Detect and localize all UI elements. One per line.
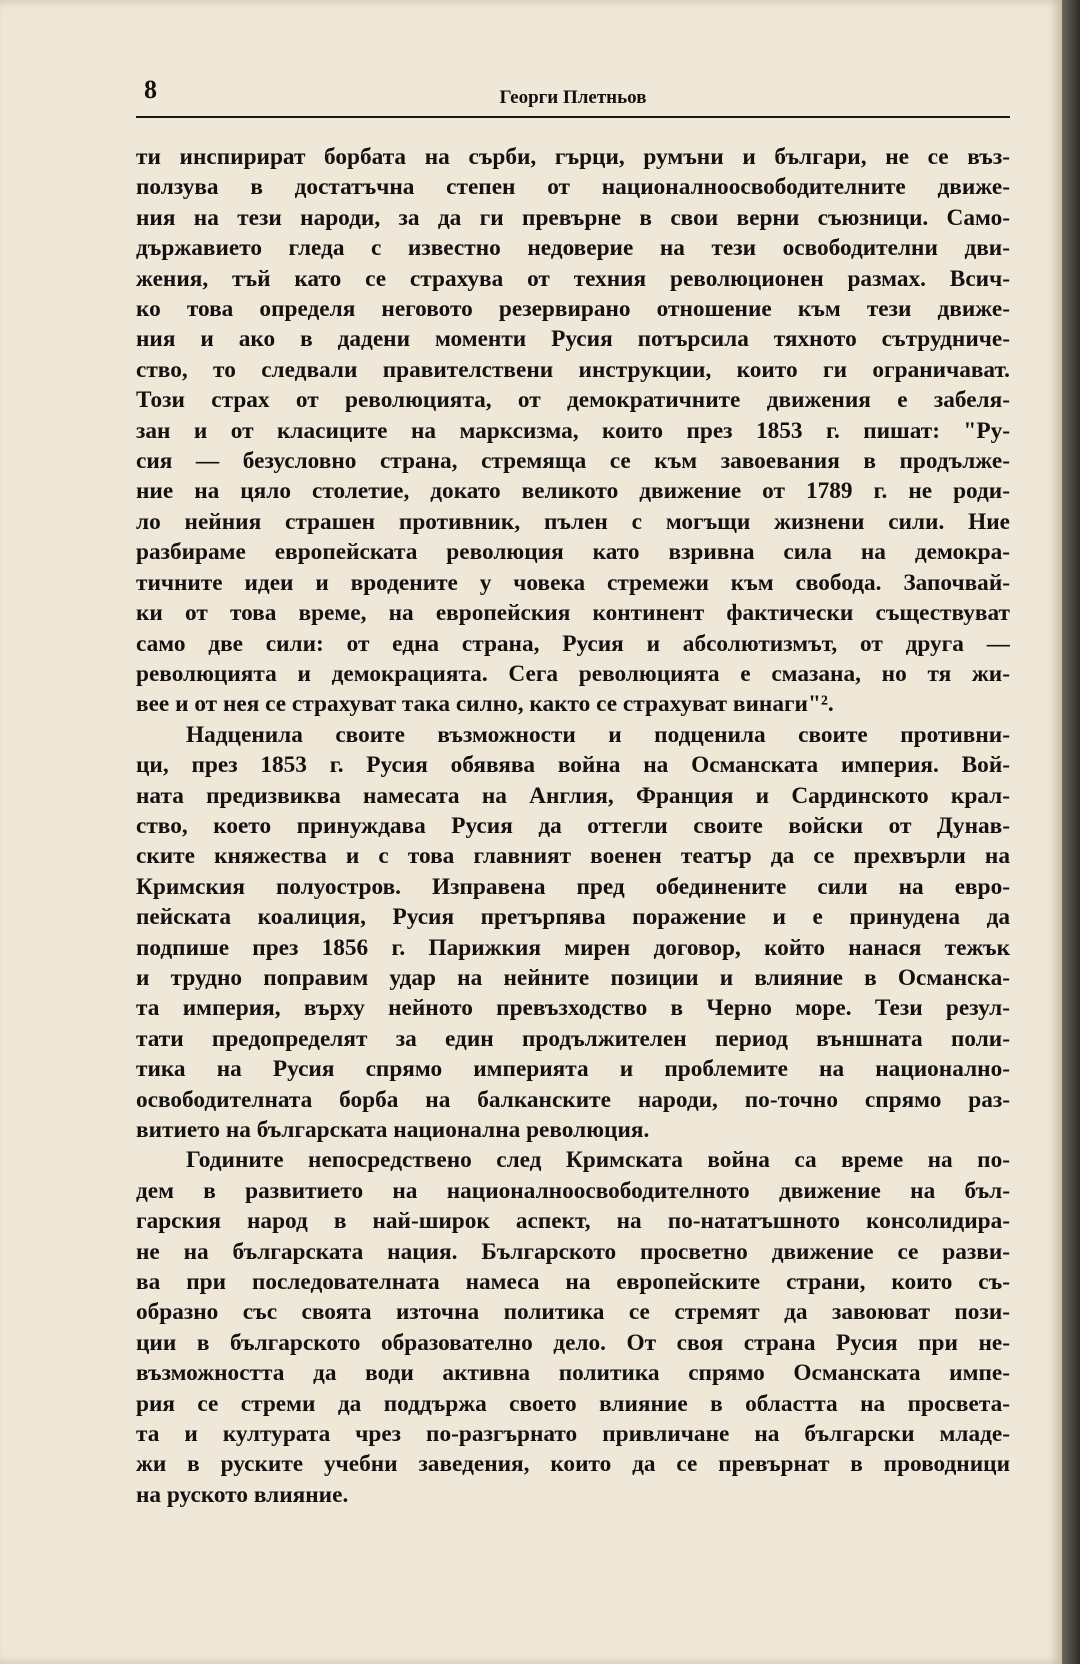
text-line: държавието гледа с известно недоверие на тези освободителни дви- [136, 235, 1010, 262]
text-line: та империя, върху нейното превъзходство в Черно море. Тези резул- [136, 995, 1010, 1022]
text-line: сия — безусловно страна, стремяща се към завоевания в продълже- [136, 448, 1010, 475]
text-line: ната предизвиква намесата на Англия, Франция и Сардинското крал- [136, 782, 1010, 809]
text-line: на руското влияние. [136, 1481, 349, 1508]
text-line: възможността да води активна политика спрямо Османската импе- [136, 1360, 1010, 1387]
text-line: ние на цяло столетие, докато великото движение от 1789 г. не роди- [136, 478, 1010, 505]
text-line: Годините непосредствено след Кримската война са време на по- [186, 1147, 1010, 1174]
text-line: ползува в достатъчна степен от националноосвободителните движе- [136, 174, 1010, 201]
text-line: та и културата чрез по-разгърнато привличане на български младе- [136, 1421, 1010, 1448]
text-line: ки от това време, на европейския континент фактически съществуват [136, 600, 1010, 627]
text-line: витието на българската национална революция. [136, 1117, 650, 1143]
text-line: ния и ако в дадени моменти Русия потърсила тяхното сътрудниче- [136, 326, 1010, 353]
text-line: ските княжества и с това главният военен театър да се прехвърли на [136, 843, 1010, 870]
text-line: ции в българското образователно дело. От своя страна Русия при не- [136, 1329, 1010, 1356]
page-number: 8 [144, 75, 157, 104]
text-line: зан и от класиците на марксизма, които през 1853 г. пишат: "Ру- [136, 417, 1010, 444]
text-line: жи в руските учебни заведения, които да се превърнат в проводници [136, 1451, 1010, 1478]
text-line: ци, през 1853 г. Русия обявява война на Османската империя. Вой- [136, 752, 1010, 779]
text-line: тика на Русия спрямо империята и проблемите на национално- [136, 1056, 1010, 1083]
text-line: революцията и демокрацията. Сега революцията е смазана, но тя жи- [136, 660, 1010, 687]
text-line: гарския народ в най-широк аспект, на по-нататъшното консолидира- [136, 1208, 1010, 1235]
running-head-author: Георги Плетньов [499, 87, 647, 108]
text-line: ва при последователната намеса на европейските страни, които съ- [136, 1269, 1010, 1296]
paragraph-1 [136, 142, 1010, 720]
text-line: освободителната борба на балканските народи, по-точно спрямо раз- [136, 1086, 1010, 1113]
text-line: ти инспирират борбата на сърби, гърци, румъни и българи, не се въз- [136, 144, 1010, 170]
text-line: Надценила своите възможности и подценила своите противни- [186, 721, 1010, 748]
text-line: и трудно поправим удар на нейните позиции и влияние в Османска- [136, 964, 1010, 991]
page-header [136, 72, 1010, 118]
text-line: подпише през 1856 г. Парижкия мирен договор, който нанася тежък [136, 934, 1010, 961]
paragraph-3 [136, 1145, 1010, 1510]
text-line: рия се стреми да поддържа своето влияние в областта на просвета- [136, 1390, 1010, 1417]
text-line: ло нейния страшен противник, пълен с могъщи жизнени сили. Ние [136, 508, 1010, 535]
text-line: ния на тези народи, за да ги превърне в свои верни съюзници. Само- [136, 204, 1010, 231]
text-line: тичните идеи и вродените у човека стремежи към свобода. Започвай- [136, 569, 1010, 596]
text-line: Кримския полуостров. Изправена пред обединените сили на евро- [136, 873, 1010, 900]
text-line: ко това определя неговото резервирано отношение към тези движе- [136, 296, 1010, 323]
text-line: жения, тъй като се страхува от техния революционен размах. Всич- [136, 265, 1010, 292]
text-line: пейската коалиция, Русия претърпява поражение и е принудена да [136, 904, 1010, 931]
text-line: не на българската нация. Българското просветно движение се разви- [136, 1238, 1010, 1265]
body-text [136, 142, 1010, 1512]
text-line: Този страх от революцията, от демократичните движения е забеля- [136, 387, 1010, 414]
text-line: разбираме европейската революция като взривна сила на демокра- [136, 539, 1010, 566]
text-line: ство, то следвали правителствени инструкции, които ги ограничават. [136, 356, 1010, 383]
page-edge [1062, 0, 1080, 1664]
paragraph-2 [136, 720, 1010, 1146]
text-line: дем в развитието на националноосвободителното движение на бъл- [136, 1177, 1010, 1204]
text-line: ство, което принуждава Русия да оттегли своите войски от Дунав- [136, 812, 1010, 839]
text-line: вее и от нея се страхуват така силно, както се страхуват винаги"². [136, 691, 834, 718]
text-line: само две сили: от една страна, Русия и абсолютизмът, от друга — [136, 630, 1010, 657]
text-line: образно със своята източна политика се стремят да завоюват пози- [136, 1299, 1010, 1326]
text-line: тати предопределят за един продължителен период външната поли- [136, 1025, 1010, 1052]
